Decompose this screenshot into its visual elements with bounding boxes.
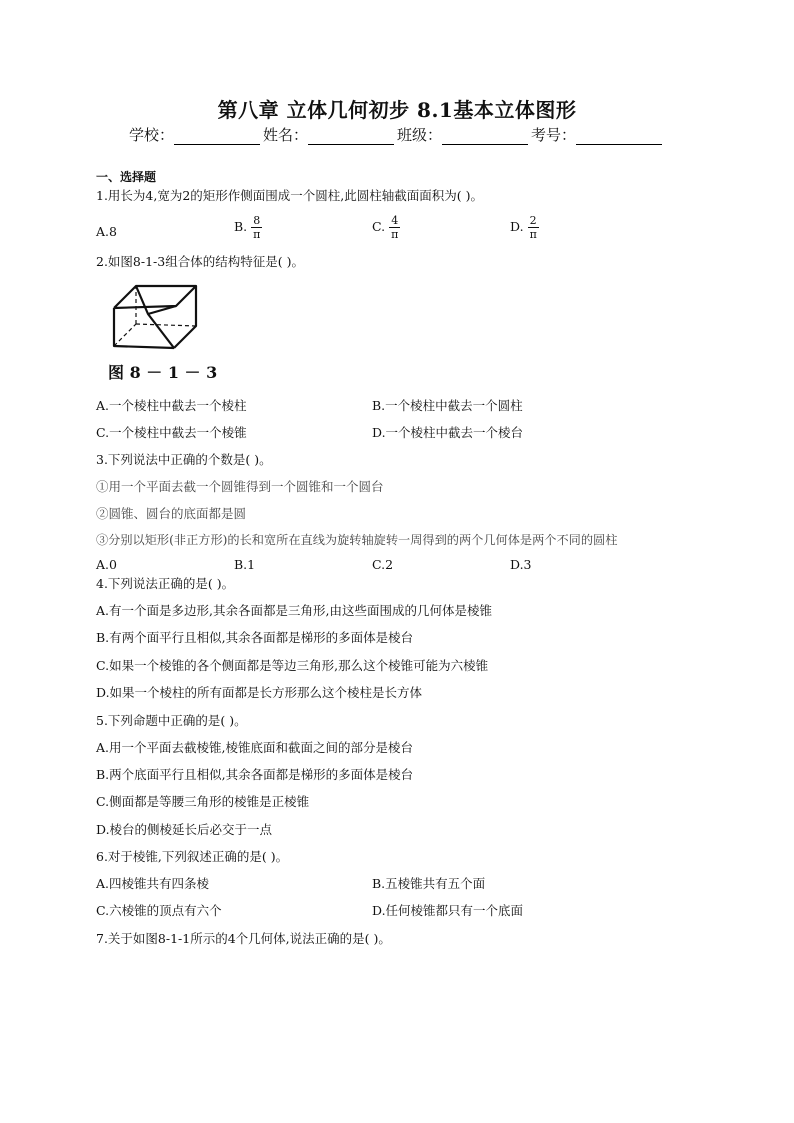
class-label: 班级： — [397, 126, 443, 144]
question-4-option-d: D.如果一个棱柱的所有面都是长方形那么这个棱柱是长方体 — [96, 685, 423, 700]
question-4-stem: 4.下列说法正确的是( )。 — [96, 576, 235, 591]
student-info-row — [0, 124, 794, 145]
school-blank[interactable] — [174, 129, 260, 145]
question-5-option-d: D.棱台的侧棱延长后必交于一点 — [96, 822, 273, 837]
question-3-option-a: A.0 — [96, 557, 117, 572]
question-3-option-d: D.3 — [510, 557, 532, 572]
question-7-stem: 7.关于如图8-1-1所示的4个几何体,说法正确的是( )。 — [96, 931, 391, 946]
question-3-statement-2: ②圆锥、圆台的底面都是圆 — [96, 506, 247, 521]
section-title: 一、选择题 — [96, 170, 157, 184]
fraction-8-over-pi — [251, 214, 262, 241]
question-2-option-d: D.一个棱柱中截去一个棱台 — [372, 425, 524, 440]
class-blank[interactable] — [442, 129, 528, 145]
question-1-stem: 1.用长为4,宽为2的矩形作侧面围成一个圆柱,此圆柱轴截面面积为( )。 — [96, 188, 484, 203]
fraction-denominator: π — [391, 228, 399, 241]
question-4-option-c: C.如果一个棱锥的各个侧面都是等边三角形,那么这个棱锥可能为六棱锥 — [96, 658, 489, 673]
question-6-option-a: A.四棱锥共有四条棱 — [96, 876, 210, 891]
question-1-option-a: A.8 — [96, 224, 117, 239]
question-2-option-a: A.一个棱柱中截去一个棱柱 — [96, 398, 247, 413]
school-label: 学校： — [128, 126, 174, 144]
fraction-numerator: 2 — [529, 214, 537, 227]
question-6-stem: 6.对于棱锥,下列叙述正确的是( )。 — [96, 849, 289, 864]
option-c-prefix: C. — [372, 219, 386, 234]
question-2-stem: 2.如图8-1-3组合体的结构特征是( )。 — [96, 254, 304, 269]
name-blank[interactable] — [308, 129, 394, 145]
question-3-statement-3: ③分别以矩形(非正方形)的长和宽所在直线为旋转轴旋转一周得到的两个几何体是两个不同的圆柱 — [96, 533, 618, 547]
question-5-option-a: A.用一个平面去截棱锥,棱锥底面和截面之间的部分是棱台 — [96, 740, 413, 755]
question-4-option-b: B.有两个面平行且相似,其余各面都是梯形的多面体是棱台 — [96, 630, 414, 645]
page-title: 第八章 立体几何初步 8.1基本立体图形 — [217, 98, 577, 122]
question-1-option-c — [372, 214, 400, 241]
question-5-option-c: C.侧面都是等腰三角形的棱锥是正棱锥 — [96, 794, 310, 809]
question-3-stem: 3.下列说法中正确的个数是( )。 — [96, 452, 272, 467]
question-3-statement-1: ①用一个平面去截一个圆锥得到一个圆锥和一个圆台 — [96, 479, 384, 494]
question-3-option-b: B.1 — [234, 557, 256, 572]
name-label: 姓名： — [262, 126, 308, 144]
figure-caption: 图 8 － 1 － 3 — [108, 363, 218, 382]
fraction-numerator: 4 — [391, 214, 399, 227]
question-1-option-d — [510, 214, 539, 241]
question-6-option-c: C.六棱锥的顶点有六个 — [96, 903, 222, 918]
question-6-option-b: B.五棱锥共有五个面 — [372, 876, 486, 891]
fraction-4-over-pi — [389, 214, 400, 241]
fraction-denominator: π — [529, 228, 537, 241]
question-6-option-d: D.任何棱锥都只有一个底面 — [372, 903, 524, 918]
number-label: 考号： — [531, 126, 577, 144]
question-3-option-c: C.2 — [372, 557, 394, 572]
number-blank[interactable] — [576, 129, 662, 145]
question-5-option-b: B.两个底面平行且相似,其余各面都是梯形的多面体是棱台 — [96, 767, 414, 782]
fraction-numerator: 8 — [253, 214, 261, 227]
question-1-option-b — [234, 214, 262, 241]
question-2-option-c: C.一个棱柱中截去一个棱锥 — [96, 425, 247, 440]
question-4-option-a: A.有一个面是多边形,其余各面都是三角形,由这些面围成的几何体是棱锥 — [96, 603, 492, 618]
option-b-prefix: B. — [234, 219, 248, 234]
fraction-2-over-pi — [528, 214, 539, 241]
fraction-denominator: π — [253, 228, 261, 241]
question-5-stem: 5.下列命题中正确的是( )。 — [96, 713, 247, 728]
question-2-option-b: B.一个棱柱中截去一个圆柱 — [372, 398, 523, 413]
option-d-prefix: D. — [510, 219, 524, 234]
